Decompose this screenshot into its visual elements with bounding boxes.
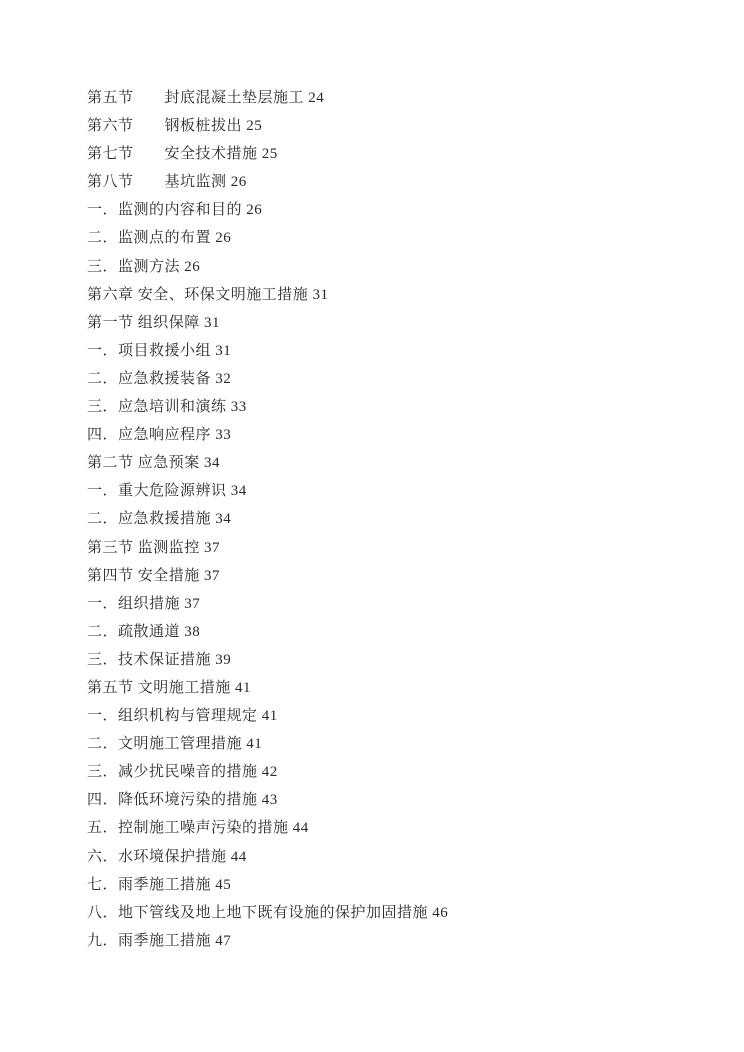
toc-line: 第五节 文明施工措施 41 [87,679,252,696]
toc-list [87,84,704,955]
toc-line: 三．监测方法 26 [87,258,201,275]
toc-line: 一．重大危险源辨识 34 [87,483,247,500]
toc-line: 二．监测点的布置 26 [87,230,232,247]
toc-line: 二．文明施工管理措施 41 [87,736,263,753]
toc-line: 一．项目救援小组 31 [87,342,232,359]
toc-line: 第二节 应急预案 34 [87,455,221,472]
toc-line: 第六章 安全、环保文明施工措施 31 [87,286,329,303]
toc-line: 三．技术保证措施 39 [87,651,232,668]
toc-line: 一．监测的内容和目的 26 [87,202,263,219]
toc-line: 四．降低环境污染的措施 43 [87,792,278,809]
toc-line: 一．组织机构与管理规定 41 [87,708,278,725]
toc-line: 八．地下管线及地上地下既有设施的保护加固措施 46 [87,904,449,921]
toc-line: 三．减少扰民噪音的措施 42 [87,764,278,781]
toc-line: 第六节 钢板桩拔出 25 [87,118,263,135]
toc-line: 七．雨季施工措施 45 [87,876,232,893]
toc-line: 六．水环境保护措施 44 [87,848,247,865]
toc-line: 三．应急培训和演练 33 [87,399,247,416]
toc-line: 二．应急救援装备 32 [87,370,232,387]
toc-line: 二．疏散通道 38 [87,623,201,640]
toc-line: 第五节 封底混凝土垫层施工 24 [87,90,325,106]
toc-line: 四．应急响应程序 33 [87,427,232,444]
toc-line: 一．组织措施 37 [87,595,201,612]
toc-line: 第一节 组织保障 31 [87,314,221,331]
toc-line: 第四节 安全措施 37 [87,567,221,584]
toc-line: 二．应急救援措施 34 [87,511,232,528]
toc-line: 九．雨季施工措施 47 [87,932,232,949]
toc-line: 五．控制施工噪声污染的措施 44 [87,820,309,837]
toc-line: 第八节 基坑监测 26 [87,174,247,191]
toc-line: 第七节 安全技术措施 25 [87,146,278,163]
toc-line: 第三节 监测监控 37 [87,539,221,556]
